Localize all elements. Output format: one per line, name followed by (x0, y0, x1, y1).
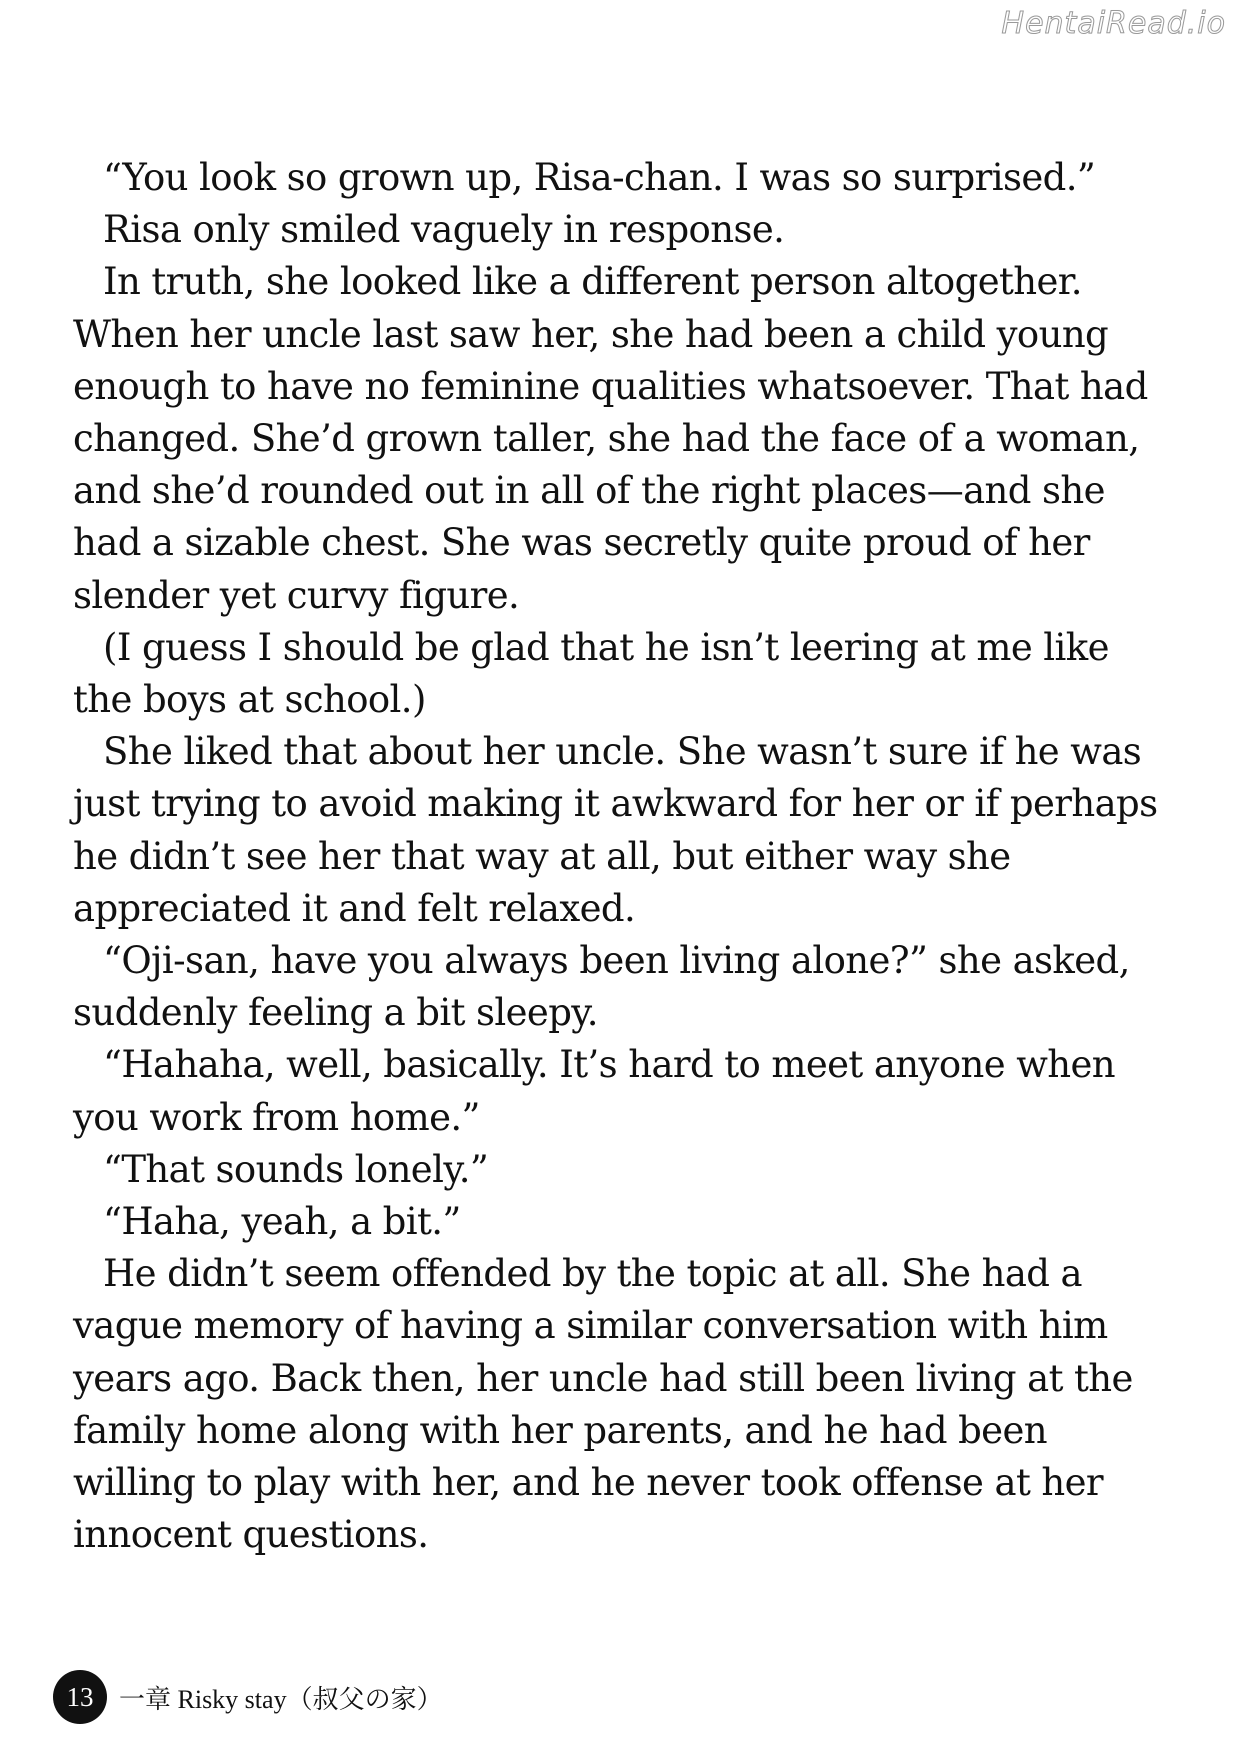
paragraph: He didn’t seem offended by the topic at all. She had a vague memory of having a similar conversation with him years ago. Back then, her uncle had still been living at the family home along with her parents, and he had been willing to play with her, and he never took offense at her innocent questions. (73, 1252, 1133, 1557)
paragraph: (I guess I should be glad that he isn’t leering at me like the boys at school.) (73, 625, 1109, 722)
paragraph: She liked that about her uncle. She wasn’t sure if he was just trying to avoid making it awkward for her or if perhaps he didn’t see her that way at all, but either way she appreciated it and felt relaxed. (73, 730, 1158, 930)
paragraph: Risa only smiled vaguely in response. (103, 208, 785, 252)
chapter-label: 一章 Risky stay（叔父の家） (119, 1684, 443, 1714)
paragraph: “Oji-san, have you always been living alone?” she asked, suddenly feeling a bit sleepy. (73, 939, 1130, 1035)
paragraph: “Hahaha, well, basically. It’s hard to meet anyone when you work from home.” (73, 1043, 1116, 1139)
page-body-text (73, 152, 1168, 1561)
page-number-badge: 13 (53, 1670, 107, 1724)
paragraph: In truth, she looked like a different person altogether. When her uncle last saw her, she had been a child young enough to have no feminine qualities whatsoever. That had changed. She’d grown taller, she had the face of a woman, and she’d rounded out in all of the right places—and she had a sizable chest. She was secretly quite proud of her slender yet curvy figure. (73, 260, 1148, 617)
watermark-logo: HentaiRead.io (1001, 6, 1226, 41)
paragraph: “You look so grown up, Risa-chan. I was so surprised.” (103, 156, 1096, 199)
page-footer (53, 1670, 443, 1724)
paragraph: “Haha, yeah, a bit.” (103, 1200, 461, 1244)
paragraph: “That sounds lonely.” (103, 1147, 489, 1191)
